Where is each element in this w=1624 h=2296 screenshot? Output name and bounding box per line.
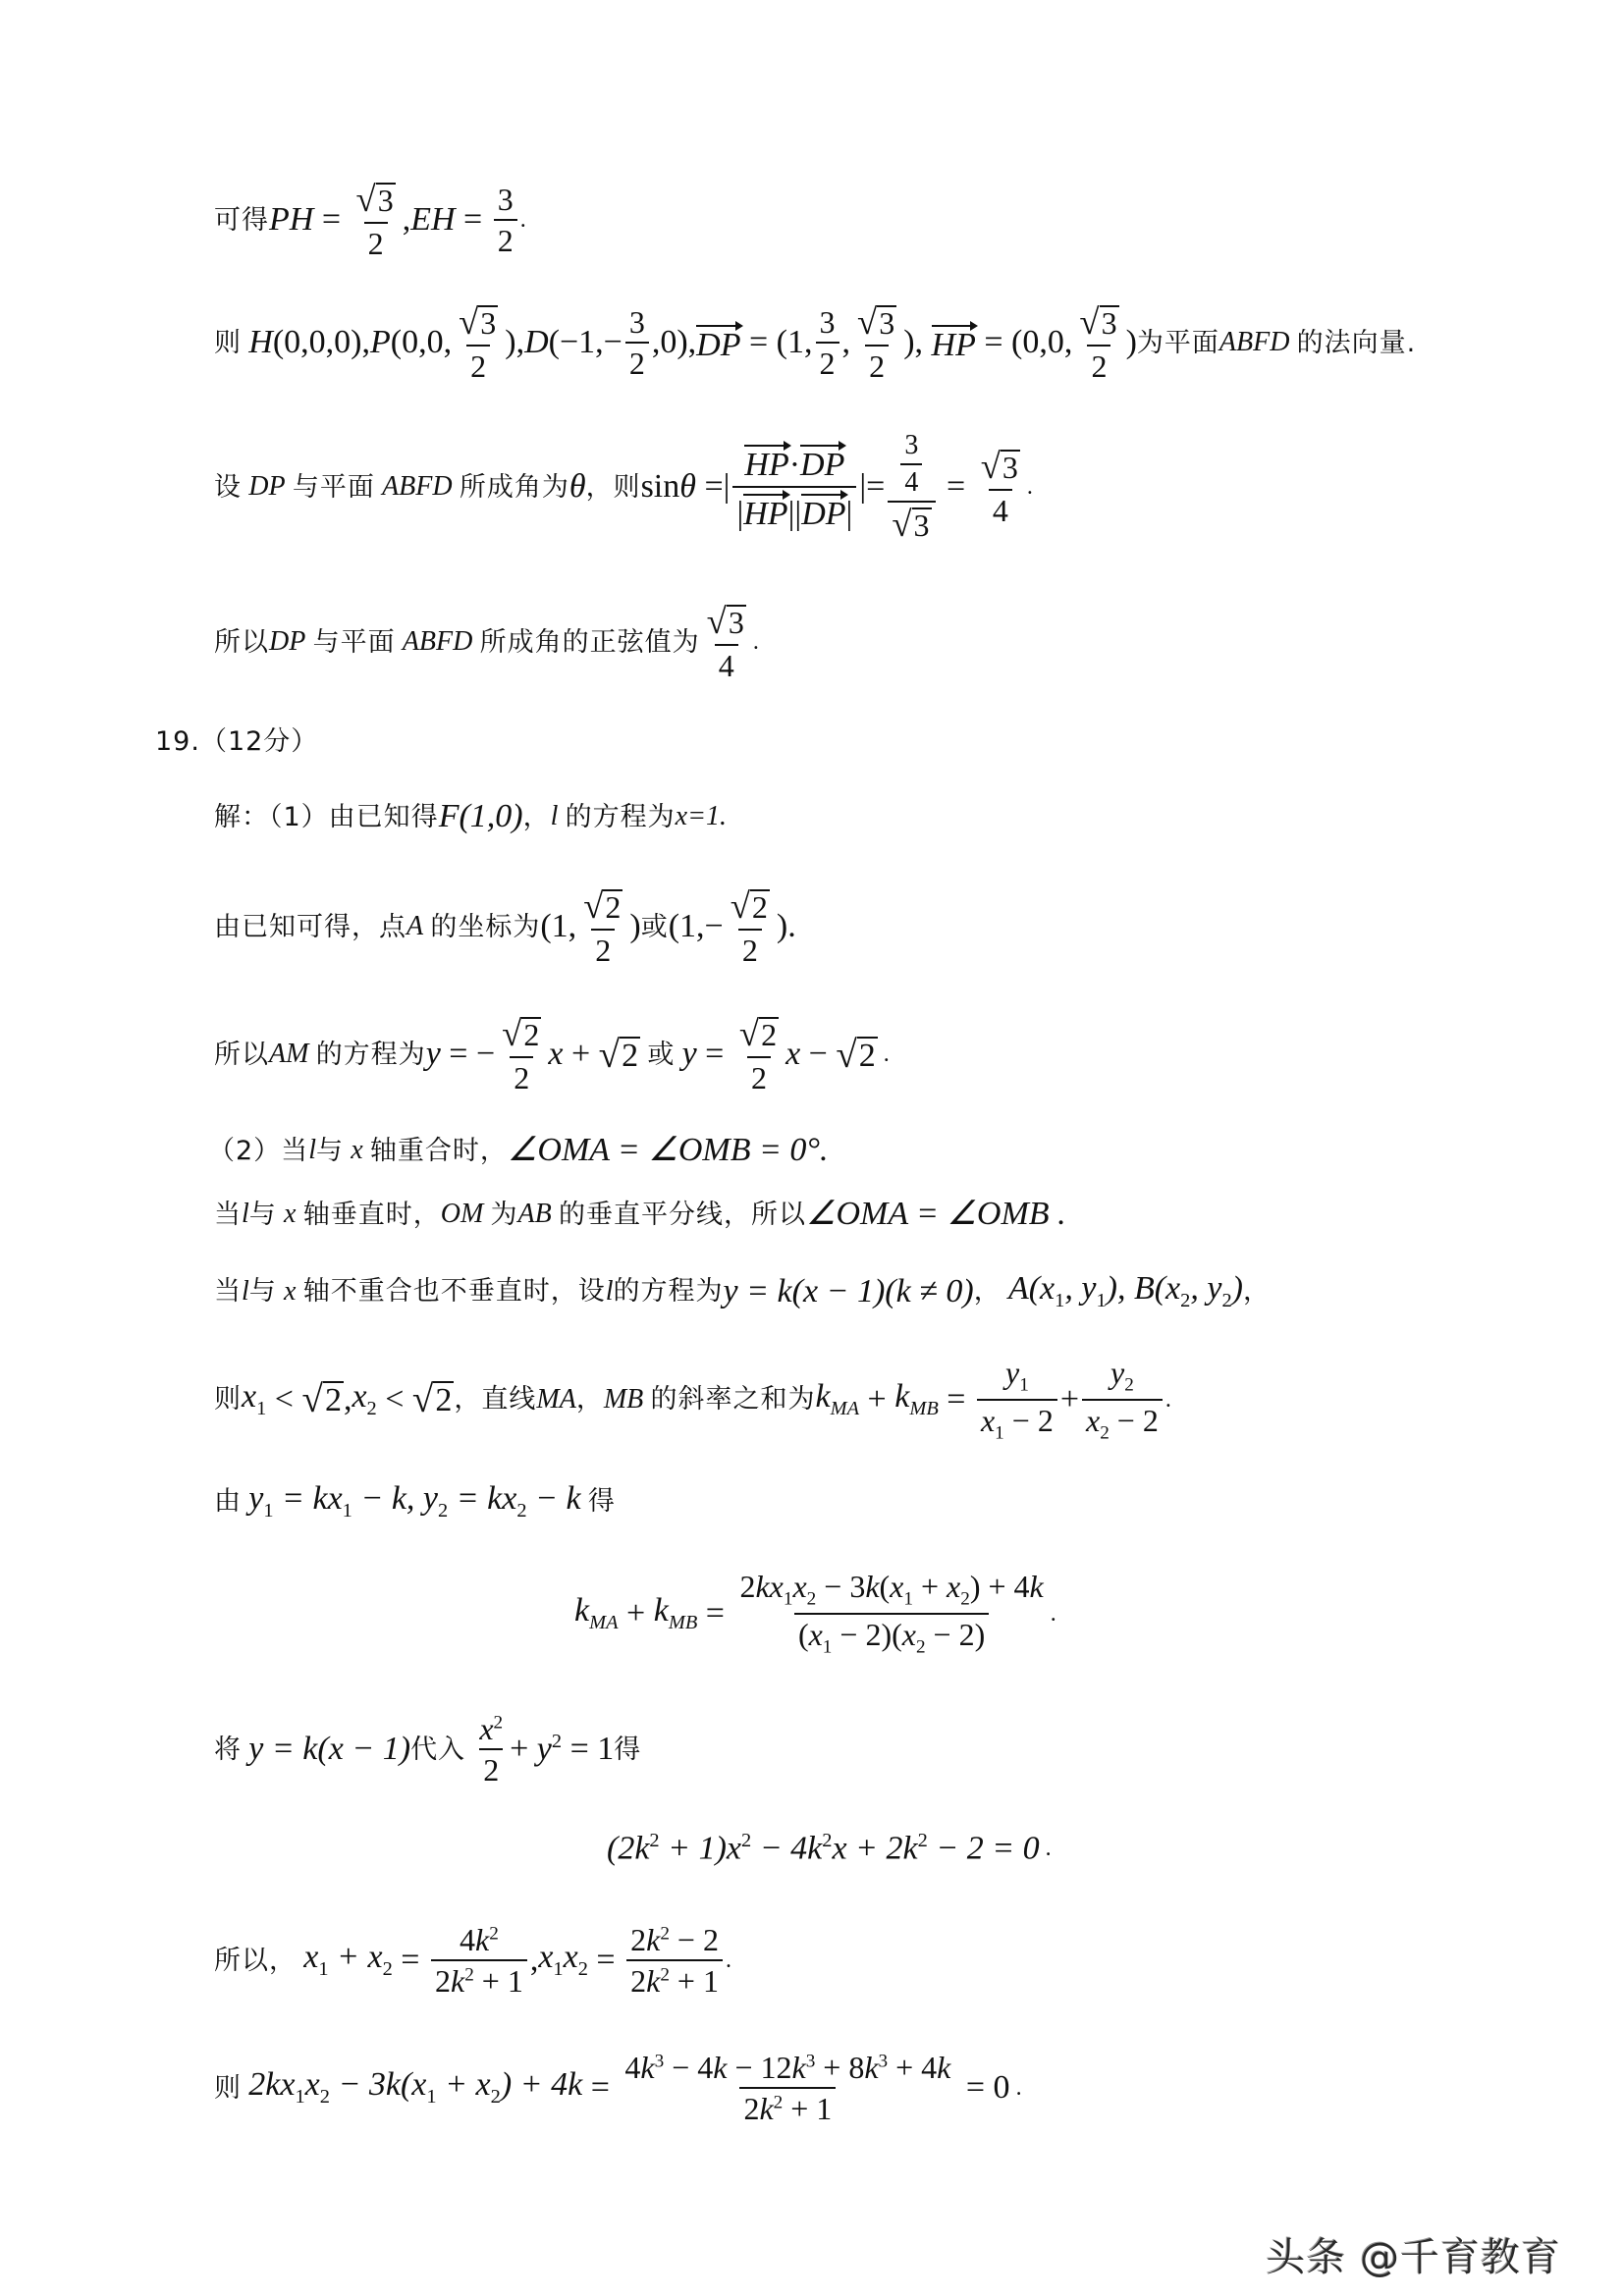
math-l: l (550, 801, 559, 831)
math: = (587, 1942, 624, 1978)
text: 当 (214, 1276, 242, 1308)
fraction-slope-sum: $\frac{2kx_1x_2 - 3k(x_1 + x_2) + 4k}{(x_1 - 2)(x_2 - 2)}$ (739, 1569, 1044, 1657)
text: ， (575, 1384, 604, 1415)
math-mb: MB (603, 1383, 644, 1415)
math-point-p: P (369, 324, 391, 361)
math: $x_2$ (352, 1377, 377, 1419)
math: < (376, 1380, 412, 1417)
math: = − (440, 1036, 496, 1073)
line-part2-case3 (214, 1272, 1271, 1310)
math: (0,0,0), (272, 324, 370, 361)
fraction-sqrt3-over-2: √ 3 2 (459, 301, 497, 384)
math: ) (1125, 324, 1137, 361)
math: + (510, 1731, 537, 1767)
fraction-sqrt3-over-2: √ 3 2 (355, 179, 394, 261)
math: y (681, 1036, 697, 1073)
math: y = k(x − 1) (248, 1731, 411, 1767)
text: 则 (214, 1384, 242, 1415)
math-equation: y = k(x − 1)(k ≠ 0) (723, 1272, 974, 1309)
math: $y^2$ (536, 1731, 563, 1768)
math: x (548, 1036, 564, 1073)
math-point-h: H (248, 324, 273, 361)
math-l: l (242, 1199, 249, 1229)
question-19-header (155, 728, 318, 755)
text: 得 (614, 1734, 642, 1765)
period: . (1009, 2075, 1022, 2101)
period: . (752, 629, 759, 656)
equals: = (455, 201, 491, 239)
fraction-3-over-2: $\frac{3}{2}$ (816, 306, 839, 379)
math-sqrt2: √ 2 (598, 1033, 639, 1076)
fraction-sqrt3-over-4: √ 3 4 (980, 446, 1018, 528)
fraction-product-roots: $\frac{2k^2 - 2}{2k^2 + 1}$ (626, 1924, 723, 1997)
math-x: x (284, 1275, 297, 1307)
fraction-sqrt2-over-2: √ 2 2 (502, 1013, 540, 1095)
line-slope-sum (214, 1357, 1171, 1442)
math: + (1059, 1380, 1079, 1417)
text: 所以 (214, 626, 269, 658)
text: 所以， (214, 1945, 297, 1976)
text: 解：（1）由已知得 (214, 801, 439, 832)
equals: = (313, 201, 350, 239)
fraction-sum-roots: $\frac{4k^2}{2k^2 + 1}$ (431, 1924, 527, 1997)
fraction-sqrt2-over-2: √ 2 2 (730, 885, 768, 968)
math-equation: ∠OMA = ∠OMB = 0°. (507, 1132, 829, 1168)
text: 的方程为 (315, 1039, 426, 1070)
text: 的坐标为 (430, 911, 541, 942)
math: + (563, 1036, 599, 1073)
text: 的方程为 (565, 801, 676, 832)
math-x: x (284, 1199, 297, 1229)
fraction-3-over-2: $\frac{3}{2}$ (494, 184, 517, 256)
line-part1-focus (214, 800, 727, 833)
math: , (529, 1942, 539, 1978)
math: $x_1x_2$ (538, 1939, 588, 1981)
question-label: 19.（12分） (155, 726, 319, 757)
text: 由已知可得，点 (214, 911, 406, 942)
math: $x_1 + x_2$ (303, 1939, 393, 1981)
text: 设 (214, 471, 242, 503)
text: （2）当 (208, 1135, 309, 1166)
period: . (1039, 1835, 1052, 1861)
text: 与 (248, 1276, 277, 1308)
text: 的法向量. (1296, 327, 1417, 358)
fraction-3-over-2: $\frac{3}{2}$ (625, 306, 649, 379)
math: = (0,0, (975, 324, 1073, 361)
math: $k_{MB}$ (653, 1591, 698, 1633)
math-ab: AB (517, 1199, 552, 1229)
math: = 1 (562, 1731, 615, 1767)
period: . (725, 1948, 731, 1973)
fraction-y2: $\frac{y_2}{x_2 - 2}$ (1082, 1357, 1163, 1442)
math-a: A (406, 911, 424, 942)
math: ,0), (651, 324, 697, 361)
text: ， (973, 1276, 1001, 1308)
line-part2-case2 (214, 1198, 1066, 1231)
line-conclusion-sine (214, 601, 759, 683)
math-om: OM (440, 1199, 484, 1229)
math-ph: PH (269, 201, 314, 239)
math: (1,− (668, 908, 724, 945)
text: 与平面 (312, 626, 396, 658)
math-sin: sin (640, 468, 680, 506)
math: $k_{MA}$ (815, 1377, 860, 1419)
text: 则 (214, 327, 242, 358)
math: (1, (540, 908, 577, 945)
line-y-substitution (214, 1482, 616, 1521)
math-equation: x=1. (675, 801, 727, 831)
math-plane: ABFD (382, 471, 453, 503)
line-numerator-zero (214, 2052, 1022, 2124)
comma: , (402, 201, 411, 239)
math: $(2k^2 + 1)x^2 - 4k^2x + 2k^2 - 2 = 0$ (607, 1830, 1040, 1867)
math-l: l (242, 1275, 249, 1307)
period: . (519, 207, 526, 234)
math-points: $A(x_1$, $y_1$), $B(x_2$, $y_2$) (1007, 1270, 1243, 1311)
fraction-y1: $\frac{y_1}{x_1 - 2}$ (977, 1357, 1057, 1442)
math-l: l (605, 1275, 614, 1307)
period: . (1050, 1600, 1056, 1627)
text: 与 (315, 1135, 344, 1166)
text: 当 (214, 1199, 242, 1230)
text: 可得 (214, 204, 269, 236)
text: 的斜率之和为 (650, 1384, 816, 1415)
math-equation: ∠OMA = ∠OMB . (805, 1196, 1066, 1232)
text: 的垂直平分线，所以 (558, 1199, 806, 1230)
math: (−1,− (548, 324, 623, 361)
math: ). (776, 908, 796, 945)
period: . (1026, 474, 1033, 501)
vector-hp: HP (932, 323, 976, 362)
math-plane: ABFD (402, 626, 473, 658)
math: y (425, 1036, 441, 1073)
math-plane: ABFD (1218, 327, 1290, 358)
math-theta: θ (679, 468, 696, 506)
line-quadratic (607, 1831, 1052, 1865)
math: $k_{MA}$ (574, 1591, 619, 1633)
line-sin-theta (214, 432, 1033, 543)
fraction-sqrt2-over-2: √ 2 2 (738, 1013, 778, 1095)
math: =| (695, 468, 731, 506)
text: 代入 (410, 1734, 466, 1765)
math: ), (903, 324, 932, 361)
text: 所成角的正弦值为 (479, 626, 700, 658)
text: 为平面 (1136, 327, 1219, 358)
text: 轴不重合也不垂直时，设 (302, 1276, 606, 1308)
fraction-sqrt3-over-2: √ 3 2 (857, 301, 895, 384)
math: = (1, (740, 324, 813, 361)
math: = (696, 1036, 732, 1073)
math: $2kx_1x_2 - 3k(x_1 + x_2) + 4k$ (248, 2066, 583, 2109)
math-eh: EH (410, 201, 456, 239)
text: 得 (587, 1486, 616, 1518)
text: 与平面 (292, 471, 375, 503)
math-l: l (308, 1135, 316, 1165)
line-slope-sum-expanded (574, 1571, 1056, 1656)
text: 将 (214, 1734, 242, 1765)
period: . (1164, 1386, 1171, 1413)
math: $y_1 = kx_1 - k$, $y_2 = kx_2 - k$ (248, 1480, 581, 1522)
text: 轴重合时， (369, 1135, 508, 1166)
math: $x_1$ (242, 1377, 267, 1419)
line-part2-case1 (208, 1134, 829, 1167)
text: 为 (490, 1199, 518, 1230)
math: + (859, 1380, 895, 1417)
fraction-numerator-expanded: $\frac{4k^3 - 4k - 12k^3 + 8k^3 + 4k}{2k^2 + 1}$ (624, 2050, 951, 2126)
text: ，则 (585, 471, 641, 503)
fraction-compound: $\frac{3}{4}$ √ 3 (888, 432, 935, 543)
math-x: x (351, 1135, 363, 1165)
line-am-equation (214, 1013, 890, 1095)
math: = 0 (957, 2069, 1010, 2106)
text: 则 (214, 2072, 242, 2104)
math: = (938, 1380, 974, 1417)
text: ，直线 (454, 1384, 537, 1415)
math-focus: F(1,0) (438, 798, 523, 834)
text: 由 (214, 1486, 242, 1518)
math: |= (859, 468, 886, 506)
math: < (266, 1380, 302, 1417)
line-substitute-ellipse (214, 1713, 641, 1786)
math: , (841, 324, 850, 361)
math-point-d: D (524, 324, 549, 361)
text: ， (1242, 1276, 1271, 1308)
math-ma: MA (536, 1383, 576, 1415)
period: . (877, 1041, 890, 1068)
fraction-sqrt3-over-2: √ 3 2 (1079, 301, 1117, 384)
fraction-dot-over-norms: $\frac{HP\cdot DP}{|HP||DP|}$ (732, 443, 856, 531)
text: 与 (248, 1199, 277, 1230)
math: + (618, 1594, 654, 1631)
vector-dp: DP (696, 323, 740, 362)
math: ) (629, 908, 641, 945)
text: 所成角为 (459, 471, 569, 503)
text: 或 (647, 1039, 676, 1070)
fraction-sqrt2-over-2: √ 2 2 (583, 885, 622, 968)
math: = (582, 2069, 619, 2106)
math-sqrt2: √ 2 (301, 1378, 342, 1421)
math-sqrt2: √ 2 (836, 1033, 876, 1076)
math-am: AM (269, 1039, 309, 1070)
math: = (697, 1594, 733, 1631)
math: = (392, 1942, 428, 1978)
math: − (800, 1036, 837, 1073)
math: $k_{MB}$ (894, 1377, 939, 1419)
text: ， (522, 801, 551, 832)
math: , (343, 1380, 352, 1417)
math: ), (505, 324, 525, 361)
math-dp: DP (248, 471, 286, 503)
text: 的方程为 (613, 1276, 724, 1308)
math: = (938, 468, 974, 506)
math: x (785, 1036, 801, 1073)
math-theta: θ (568, 468, 586, 506)
math-sqrt2: √ 2 (411, 1378, 453, 1421)
line-ph-eh (214, 179, 526, 261)
line-point-a (214, 885, 796, 968)
text: 轴垂直时， (302, 1199, 441, 1230)
watermark: 头条 @千育教育 (1266, 2235, 1561, 2280)
fraction-x2-over-2: $\frac{x^2}{2}$ (479, 1711, 504, 1788)
line-vieta (214, 1924, 731, 1997)
math: (0,0, (390, 324, 453, 361)
text: 或 (640, 911, 669, 942)
text: 所以 (214, 1039, 269, 1070)
math-dp: DP (269, 626, 306, 658)
line-coordinates (214, 301, 1417, 384)
fraction-sqrt3-over-4: √ 3 4 (706, 601, 744, 683)
